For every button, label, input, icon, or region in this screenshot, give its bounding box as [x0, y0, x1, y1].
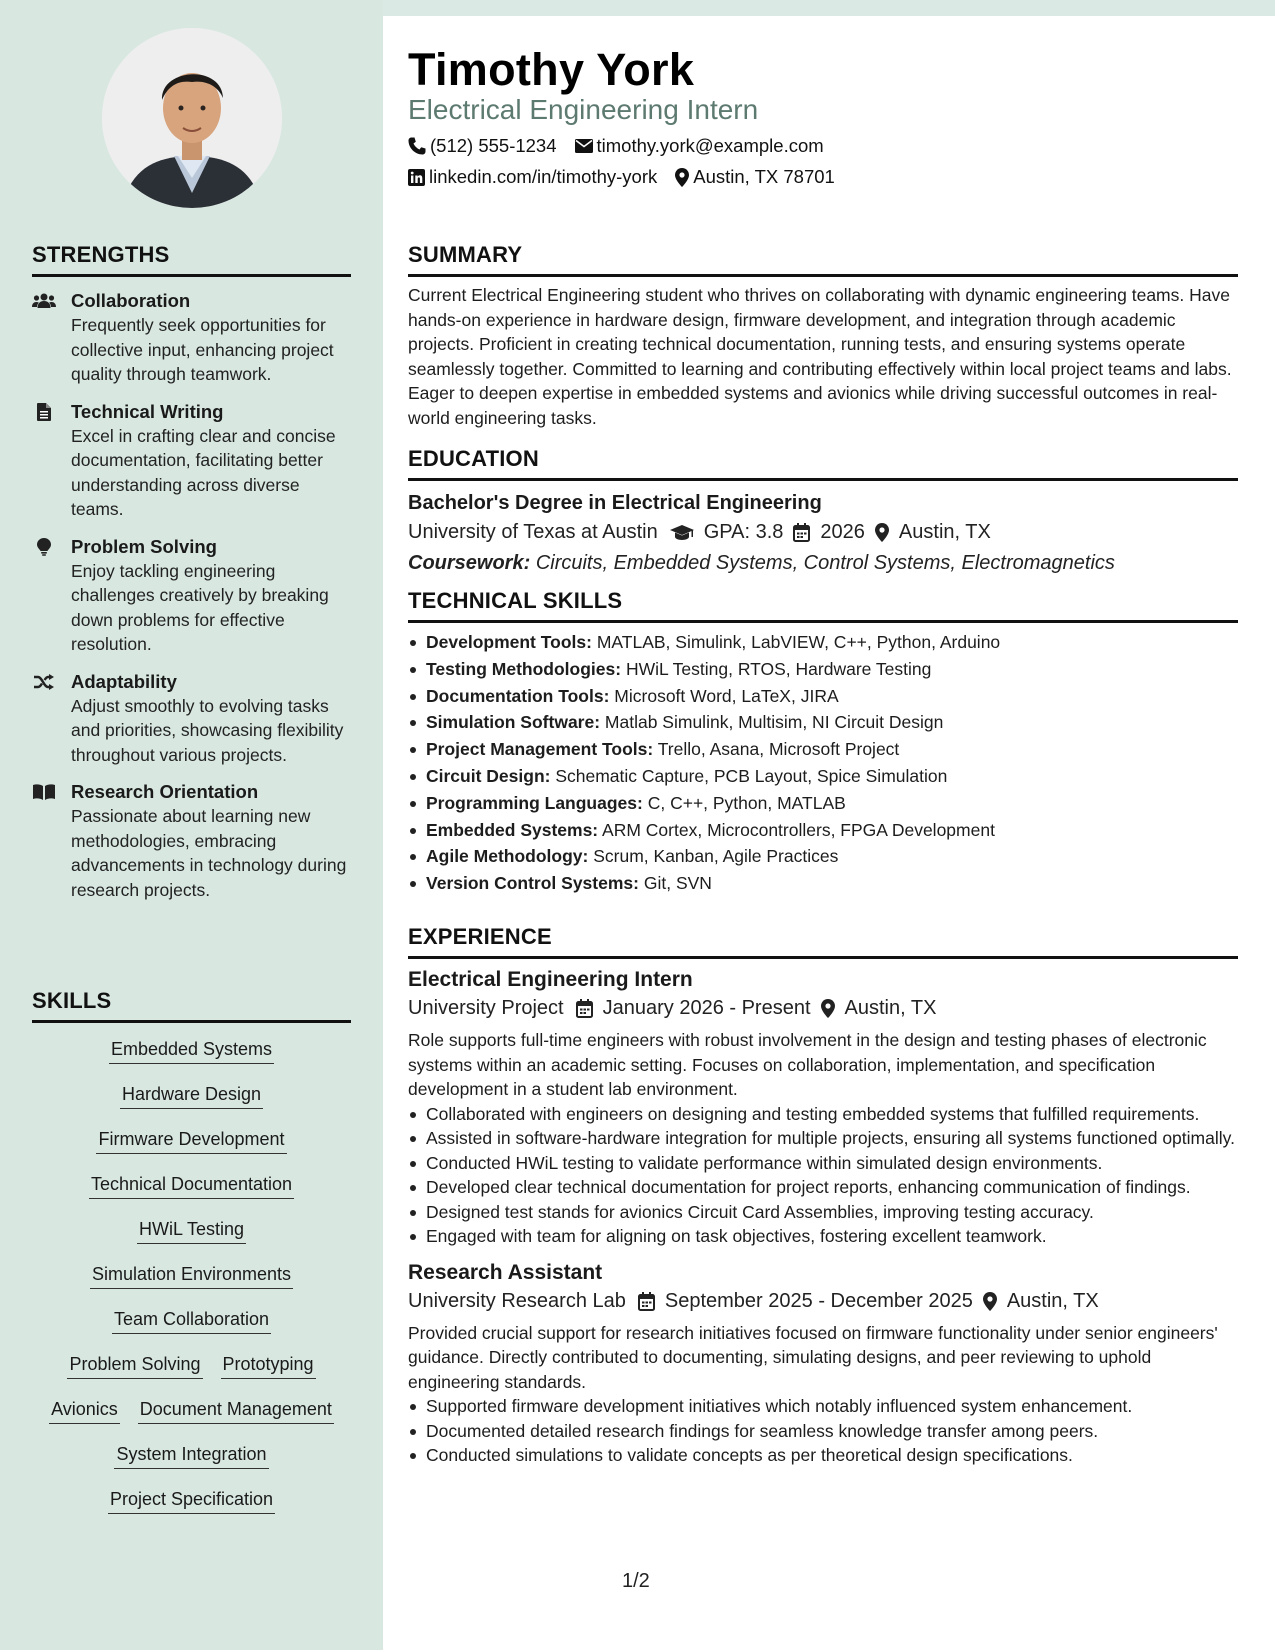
- technical-skills-title: TECHNICAL SKILLS: [408, 588, 1238, 623]
- map-pin-icon: [875, 523, 889, 542]
- list-item: Collaborated with engineers on designing and testing embedded systems that fulfilled requirements.: [408, 1102, 1238, 1127]
- strength-desc: Passionate about learning new methodologies, embracing advancements in technology during research projects.: [71, 806, 347, 900]
- calendar-icon: [576, 999, 593, 1018]
- strength-item: [32, 670, 351, 768]
- strength-title: Problem Solving: [71, 535, 217, 557]
- job-description: Role supports full-time engineers with robust involvement in the design and testing phases of electronic systems within an academic setting. Focuses on collaboration, implementation, and specification development in a student lab environment.: [408, 1030, 1207, 1099]
- sidebar: [0, 0, 383, 1650]
- job-dates: September 2025 - December 2025: [664, 1289, 973, 1312]
- users-icon: [32, 292, 56, 310]
- skill-label: Programming Languages:: [426, 792, 643, 813]
- graduation-cap-icon: [670, 525, 694, 541]
- experience-entry: [408, 968, 1238, 1249]
- skill-label: Agile Methodology:: [426, 846, 589, 867]
- strength-title: Technical Writing: [71, 400, 224, 422]
- strength-desc: Excel in crafting clear and concise documentation, facilitating better understanding across diverse teams.: [71, 425, 336, 519]
- skill-value: Scrum, Kanban, Agile Practices: [593, 846, 839, 867]
- skill-tag: Document Management: [138, 1393, 334, 1424]
- page-number: 1/2: [622, 1570, 650, 1592]
- skill-tag: Simulation Environments: [90, 1258, 293, 1289]
- strengths-title: STRENGTHS: [32, 242, 351, 277]
- skill-tag: Prototyping: [221, 1348, 316, 1379]
- summary-section: [408, 242, 1238, 430]
- calendar-icon: [638, 1292, 655, 1311]
- school-name: University of Texas at Austin: [408, 521, 658, 543]
- experience-entry: [408, 1261, 1238, 1468]
- linkedin-link[interactable]: linkedin.com/in/timothy-york: [429, 166, 658, 187]
- book-open-icon: [32, 783, 56, 801]
- skill-tag: Firmware Development: [96, 1123, 286, 1154]
- skill-tag: Project Specification: [108, 1483, 275, 1514]
- skill-value: HWiL Testing, RTOS, Hardware Testing: [625, 658, 932, 679]
- list-item: [408, 790, 1238, 817]
- summary-text: Current Electrical Engineering student who thrives on collaborating with dynamic engineering teams. Have hands-on experience in hardware design, firmware development, and integration through academic projects. Proficient in creating technical documentation, running tests, and ensuring systems operate seamlessly together. Committed to learning and contributing effectively within local project teams and labs. Eager to deepen expertise in embedded systems and avionics while driving successful outcomes in real-world engineering tasks.: [408, 285, 1232, 428]
- profile-photo: [102, 28, 282, 208]
- skill-value: Git, SVN: [643, 873, 712, 894]
- education-section: [408, 446, 1238, 575]
- list-item: Assisted in software-hardware integration for multiple projects, ensuring all systems functioned optimally.: [408, 1126, 1238, 1151]
- phone-text[interactable]: (512) 555-1234: [430, 135, 557, 156]
- job-dates: January 2026 - Present: [602, 997, 811, 1019]
- skill-label: Project Management Tools:: [426, 739, 654, 760]
- job-meta: [408, 1290, 1238, 1313]
- skill-label: Documentation Tools:: [426, 685, 610, 706]
- technical-skills-section: [408, 588, 1238, 897]
- strength-title: Research Orientation: [71, 781, 259, 802]
- linkedin-icon: [408, 169, 425, 186]
- skill-tag: Problem Solving: [67, 1348, 202, 1379]
- education-meta: [408, 521, 1238, 544]
- degree-title: Bachelor's Degree in Electrical Engineering: [408, 492, 822, 514]
- skill-tag: HWiL Testing: [137, 1213, 246, 1244]
- skill-label: Version Control Systems:: [426, 873, 639, 894]
- coursework-list: Circuits, Embedded Systems, Control Systems, Electromagnetics: [535, 552, 1115, 574]
- coursework-label: Coursework:: [408, 552, 531, 574]
- coursework: [408, 552, 1238, 575]
- skill-label: Testing Methodologies:: [426, 658, 622, 679]
- job-location: Austin, TX: [1006, 1289, 1099, 1312]
- gpa-text: GPA: 3.8: [703, 521, 784, 543]
- list-item: [408, 843, 1238, 870]
- job-bullets: [408, 1102, 1238, 1249]
- job-location: Austin, TX: [844, 997, 937, 1019]
- skill-tag: Team Collaboration: [112, 1303, 271, 1334]
- phone-icon: [408, 137, 426, 155]
- list-item: [408, 763, 1238, 790]
- skills-tags: [32, 1023, 351, 1528]
- candidate-name: Timothy York: [408, 44, 695, 95]
- strength-item: [32, 780, 351, 902]
- list-item: Designed test stands for avionics Circuit Card Assemblies, improving testing accuracy.: [408, 1200, 1238, 1225]
- list-item: [408, 709, 1238, 736]
- skill-value: Trello, Asana, Microsoft Project: [657, 739, 900, 760]
- job-title: Research Assistant: [408, 1260, 603, 1284]
- map-pin-icon: [821, 999, 835, 1018]
- experience-section: [408, 924, 1238, 1468]
- email-link[interactable]: timothy.york@example.com: [596, 135, 824, 156]
- skill-value: ARM Cortex, Microcontrollers, FPGA Development: [602, 819, 995, 840]
- skill-tag: Embedded Systems: [109, 1033, 274, 1064]
- job-meta: [408, 997, 1238, 1020]
- skill-tag: System Integration: [114, 1438, 268, 1469]
- list-item: Documented detailed research findings for seamless knowledge transfer among peers.: [408, 1419, 1238, 1444]
- skill-label: Simulation Software:: [426, 712, 601, 733]
- skills-title: SKILLS: [32, 988, 351, 1023]
- avatar: [102, 28, 282, 208]
- strength-item: [32, 289, 351, 387]
- skill-value: Microsoft Word, LaTeX, JIRA: [614, 685, 839, 706]
- skill-label: Embedded Systems:: [426, 819, 599, 840]
- list-item: Conducted HWiL testing to validate performance within simulated design environments.: [408, 1151, 1238, 1176]
- skill-tag: Technical Documentation: [89, 1168, 294, 1199]
- map-pin-icon: [675, 168, 689, 187]
- shuffle-icon: [32, 673, 56, 691]
- skill-value: MATLAB, Simulink, LabVIEW, C++, Python, Arduino: [596, 632, 1001, 652]
- skill-value: Schematic Capture, PCB Layout, Spice Simulation: [555, 765, 948, 786]
- map-pin-icon: [983, 1292, 997, 1311]
- lightbulb-icon: [32, 538, 56, 556]
- job-description: Provided crucial support for research initiatives focused on firmware functionality under senior engineers' guidance. Directly contributed to documenting, simulating designs, and peer reviewing to uphold engineering standards.: [408, 1322, 1218, 1392]
- list-item: Developed clear technical documentation for project reports, enhancing communication of findings.: [408, 1175, 1238, 1200]
- list-item: Engaged with team for aligning on task objectives, fostering excellent teamwork.: [408, 1224, 1238, 1249]
- experience-title: EXPERIENCE: [408, 924, 1238, 959]
- education-title: EDUCATION: [408, 446, 1238, 481]
- list-item: Supported firmware development initiatives which notably influenced system enhancement.: [408, 1394, 1238, 1419]
- envelope-icon: [575, 139, 593, 153]
- candidate-role: Electrical Engineering Intern: [408, 94, 759, 125]
- graduation-year: 2026: [820, 521, 865, 543]
- job-org: University Project: [408, 997, 564, 1019]
- job-bullets: [408, 1394, 1238, 1468]
- technical-skills-list: [408, 629, 1238, 897]
- main-content: [383, 16, 1275, 1650]
- skill-value: C, C++, Python, MATLAB: [647, 792, 846, 813]
- strength-title: Adaptability: [71, 670, 177, 692]
- list-item: [408, 817, 1238, 844]
- location-text: Austin, TX 78701: [693, 166, 835, 187]
- skill-tag: Avionics: [49, 1393, 120, 1424]
- summary-title: SUMMARY: [408, 242, 1238, 277]
- calendar-icon: [793, 523, 810, 542]
- job-org: University Research Lab: [408, 1289, 626, 1312]
- skill-value: Matlab Simulink, Multisim, NI Circuit Design: [604, 712, 944, 733]
- job-title: Electrical Engineering Intern: [408, 968, 693, 991]
- skill-label: Circuit Design:: [426, 765, 551, 786]
- document-icon: [32, 403, 56, 421]
- list-item: [408, 656, 1238, 683]
- list-item: [408, 736, 1238, 763]
- strength-desc: Enjoy tackling engineering challenges creatively by breaking down problems for effective resolution.: [71, 560, 329, 654]
- contact-row: [408, 166, 835, 188]
- skill-label: Development Tools:: [426, 632, 592, 652]
- strength-desc: Adjust smoothly to evolving tasks and priorities, showcasing flexibility throughout various projects.: [71, 695, 344, 765]
- contact-row: [408, 135, 824, 157]
- strength-item: [32, 400, 351, 522]
- strength-item: [32, 535, 351, 657]
- list-item: [408, 683, 1238, 710]
- skills-section: [32, 988, 351, 1528]
- skill-tag: Hardware Design: [120, 1078, 263, 1109]
- list-item: Conducted simulations to validate concepts as per theoretical design specifications.: [408, 1443, 1238, 1468]
- strengths-section: [32, 242, 351, 902]
- list-item: [408, 870, 1238, 897]
- strength-desc: Frequently seek opportunities for collective input, enhancing project quality through teamwork.: [71, 315, 334, 384]
- strength-title: Collaboration: [71, 290, 191, 311]
- school-location: Austin, TX: [898, 521, 991, 543]
- list-item: [408, 629, 1238, 656]
